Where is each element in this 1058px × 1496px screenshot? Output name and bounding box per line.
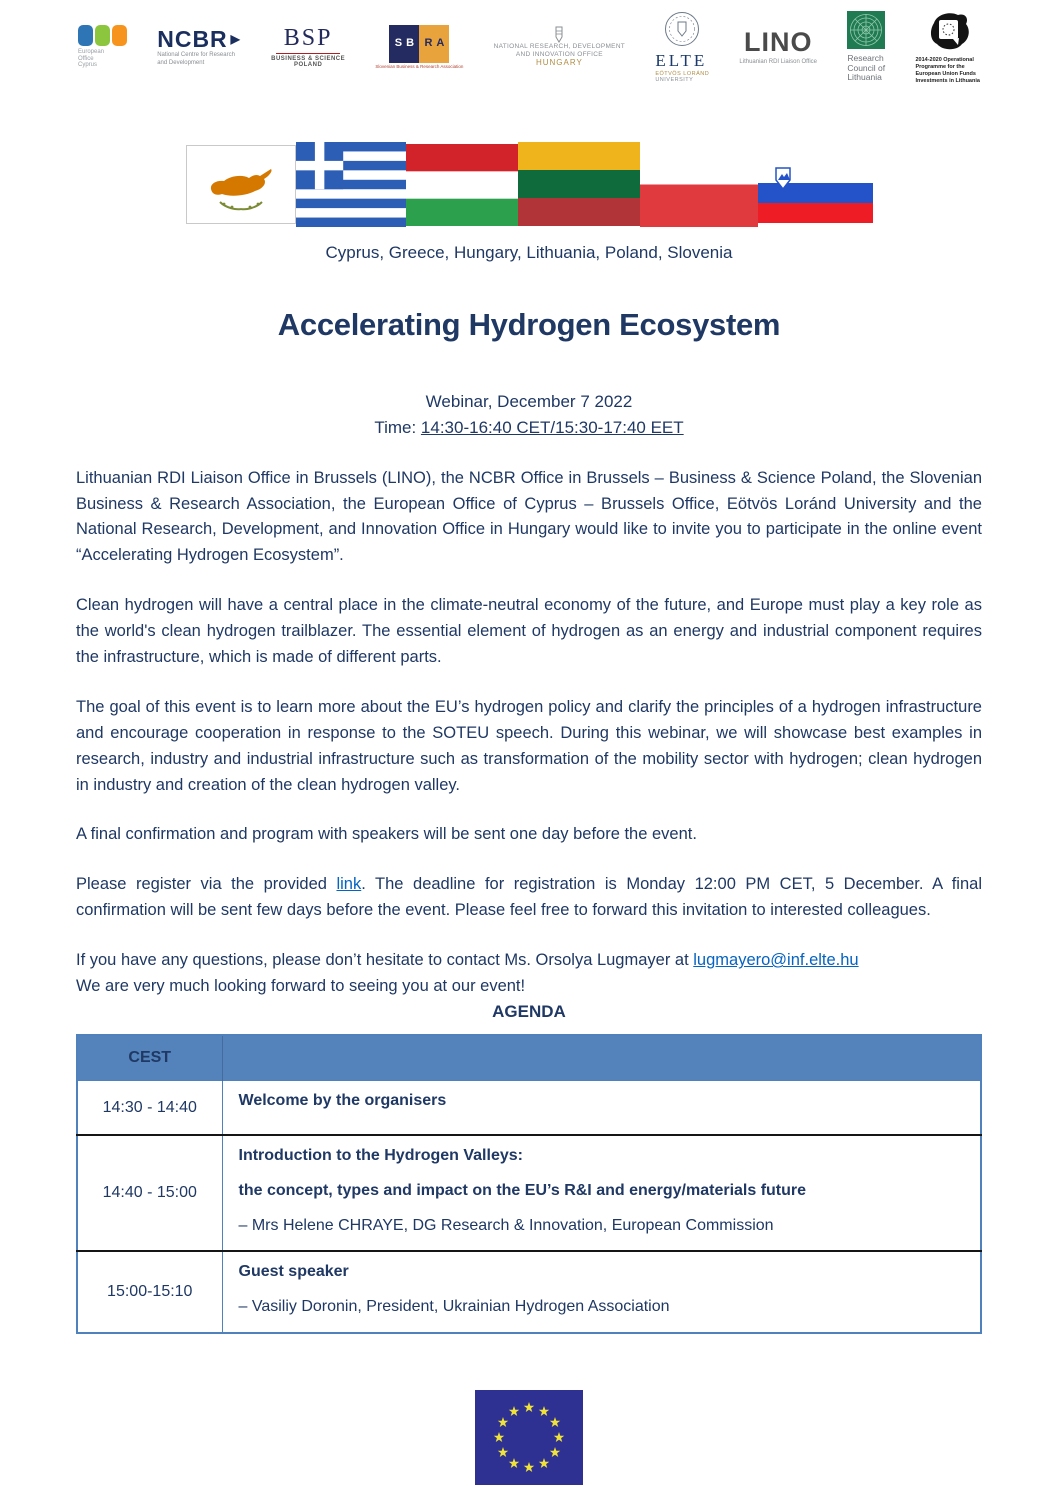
nrdi-country-label: HUNGARY [535, 57, 583, 67]
ncbr-arrow-icon: ▶ [230, 31, 241, 46]
sbra-icon: S B R A [389, 25, 449, 63]
paragraph-contact: If you have any questions, please don’t hesitate to contact Ms. Orsolya Lugmayer at lugmayero@inf.elte.hu We are very much looking forward to seeing you at our event! [76, 951, 859, 996]
agenda-topic [222, 1135, 981, 1251]
elte-wordmark: ELTE [655, 51, 708, 71]
logo-text: National Centre for Research and Development [157, 52, 235, 66]
logo-text: Slovenian Business & Research Association [375, 63, 464, 69]
agenda-speaker-line: – Vasiliy Doronin, President, Ukrainian Hydrogen Association [238, 1298, 670, 1316]
lithuania-map-icon [926, 9, 970, 53]
agenda-topic-line: Welcome by the organisers [238, 1092, 447, 1110]
slovenia-flag [758, 163, 873, 223]
logo-text: Research Council of Lithuania [847, 52, 886, 83]
partner-logo-strip [76, 0, 982, 85]
register-link[interactable]: link [336, 875, 362, 894]
paragraph-registration: Please register via the provided link. The deadline for registration is Monday 12:00 PM CET, 5 December. A final confirmation will be sent few days before the event. Please feel free to forward this invitation to interested colleagues. [76, 875, 982, 920]
greece-flag [296, 142, 406, 227]
european-office-cyprus-icon [78, 25, 127, 46]
logo-text: 2014-2020 Operational Programme for the European Union Funds Investments in Lithuania [915, 56, 980, 85]
paragraph-clean-hydrogen: Clean hydrogen will have a central place in the climate-neutral economy of the future, and Europe must play a key role as the world's clean hydrogen trailblazer. The essential element of hydrogen as an energy and industrial component requires the infrastructure, which is made of different parts. [76, 596, 982, 667]
flags-caption: Cyprus, Greece, Hungary, Lithuania, Poland, Slovenia [325, 243, 733, 262]
logo-text: NATIONAL RESEARCH, DEVELOPMENT AND INNOVATION OFFICE [493, 43, 626, 58]
paragraph-final-confirmation: A final confirmation and program with speakers will be sent one day before the event. [76, 825, 697, 844]
logo-text: BUSINESS & SCIENCE POLAND [271, 55, 346, 69]
elte-seal-icon [664, 11, 700, 47]
logo-sbra [375, 25, 463, 70]
agenda-header-topic [222, 1035, 981, 1081]
contact-email-link[interactable]: lugmayero@inf.elte.hu [693, 951, 859, 970]
logo-bsp [271, 25, 345, 69]
event-info [76, 389, 982, 442]
agenda-time: 14:30 - 14:40 [102, 1098, 197, 1116]
paragraph-event-goal: The goal of this event is to learn more about the EU’s hydrogen policy and clarify the principles of a hydrogen infrastructure and encourage cooperation in response to the SOTEU speech. During this webinar, we will showcase best examples in research, industry and industrial infrastructure such as transformation of the mobility sector with hydrogen; clean hydrogen in industry and creation of the clean hydrogen valley. [76, 697, 982, 794]
agenda-row [77, 1135, 981, 1251]
page-title: Accelerating Hydrogen Ecosystem [277, 307, 781, 342]
closing-line: We are very much looking forward to seeing you at our event! [76, 977, 526, 996]
logo-elte: ELTE EÖTVÖS LORÁND UNIVERSITY [655, 11, 709, 83]
agenda-topic-line: Introduction to the Hydrogen Valleys: [238, 1146, 523, 1164]
agenda-table [76, 1034, 982, 1334]
poland-flag [640, 142, 758, 227]
logo-text: European Office Cyprus [78, 49, 105, 69]
lino-wordmark: LINO [743, 27, 813, 58]
rcl-mandala-icon [847, 11, 885, 49]
hungary-crest-icon [553, 26, 565, 43]
agenda-row [77, 1251, 981, 1333]
logo-nrdi-hungary [494, 26, 625, 67]
event-time-label: Time: [374, 418, 421, 438]
agenda-topic [222, 1251, 981, 1333]
agenda-heading: AGENDA [492, 1001, 566, 1021]
eu-flag-footer [76, 1390, 982, 1485]
logo-eu-funds-lithuania [915, 9, 979, 86]
agenda-header-row [77, 1035, 981, 1081]
paragraph-invitation: Lithuanian RDI Liaison Office in Brussels (LINO), the NCBR Office in Brussels – Business & Science Poland, the Slovenian Business & Research Association, the European Office of Cyprus – Brussels Office, Eötvös Loránd University and the National Research, Development, and Innovation Office in Hungary would like to invite you to participate in the online event “Accelerating Hydrogen Ecosystem”. [76, 468, 982, 565]
bsp-rule [276, 53, 340, 54]
logo-research-council-lithuania [847, 11, 885, 83]
cyprus-flag [186, 145, 296, 224]
logo-text: Lithuanian RDI Liaison Office [739, 59, 818, 66]
hungary-flag [406, 144, 518, 226]
eu-flag [475, 1390, 583, 1485]
country-flags-row [76, 142, 982, 228]
event-time-value: 14:30-16:40 CET/15:30-17:40 EET [420, 418, 684, 438]
agenda-topic-line: the concept, types and impact on the EU’s R&I and energy/materials future [238, 1181, 807, 1199]
agenda-topic [222, 1081, 981, 1135]
agenda-time: 15:00-15:10 [107, 1283, 193, 1301]
ncbr-wordmark: NCBR [157, 25, 228, 52]
agenda-header-cest: CEST [128, 1049, 172, 1067]
logo-european-office-cyprus [78, 25, 127, 69]
logo-ncbr [157, 27, 241, 67]
agenda-speaker-line: – Mrs Helene CHRAYE, DG Research & Innovation, European Commission [238, 1216, 774, 1234]
event-date: Webinar, December 7 2022 [425, 392, 633, 411]
logo-lino [739, 28, 817, 65]
agenda-row [77, 1081, 981, 1135]
agenda-time: 14:40 - 15:00 [102, 1184, 197, 1202]
agenda-topic-line: Guest speaker [238, 1263, 349, 1281]
bsp-wordmark: BSP [283, 25, 333, 52]
lithuania-flag [518, 142, 640, 226]
